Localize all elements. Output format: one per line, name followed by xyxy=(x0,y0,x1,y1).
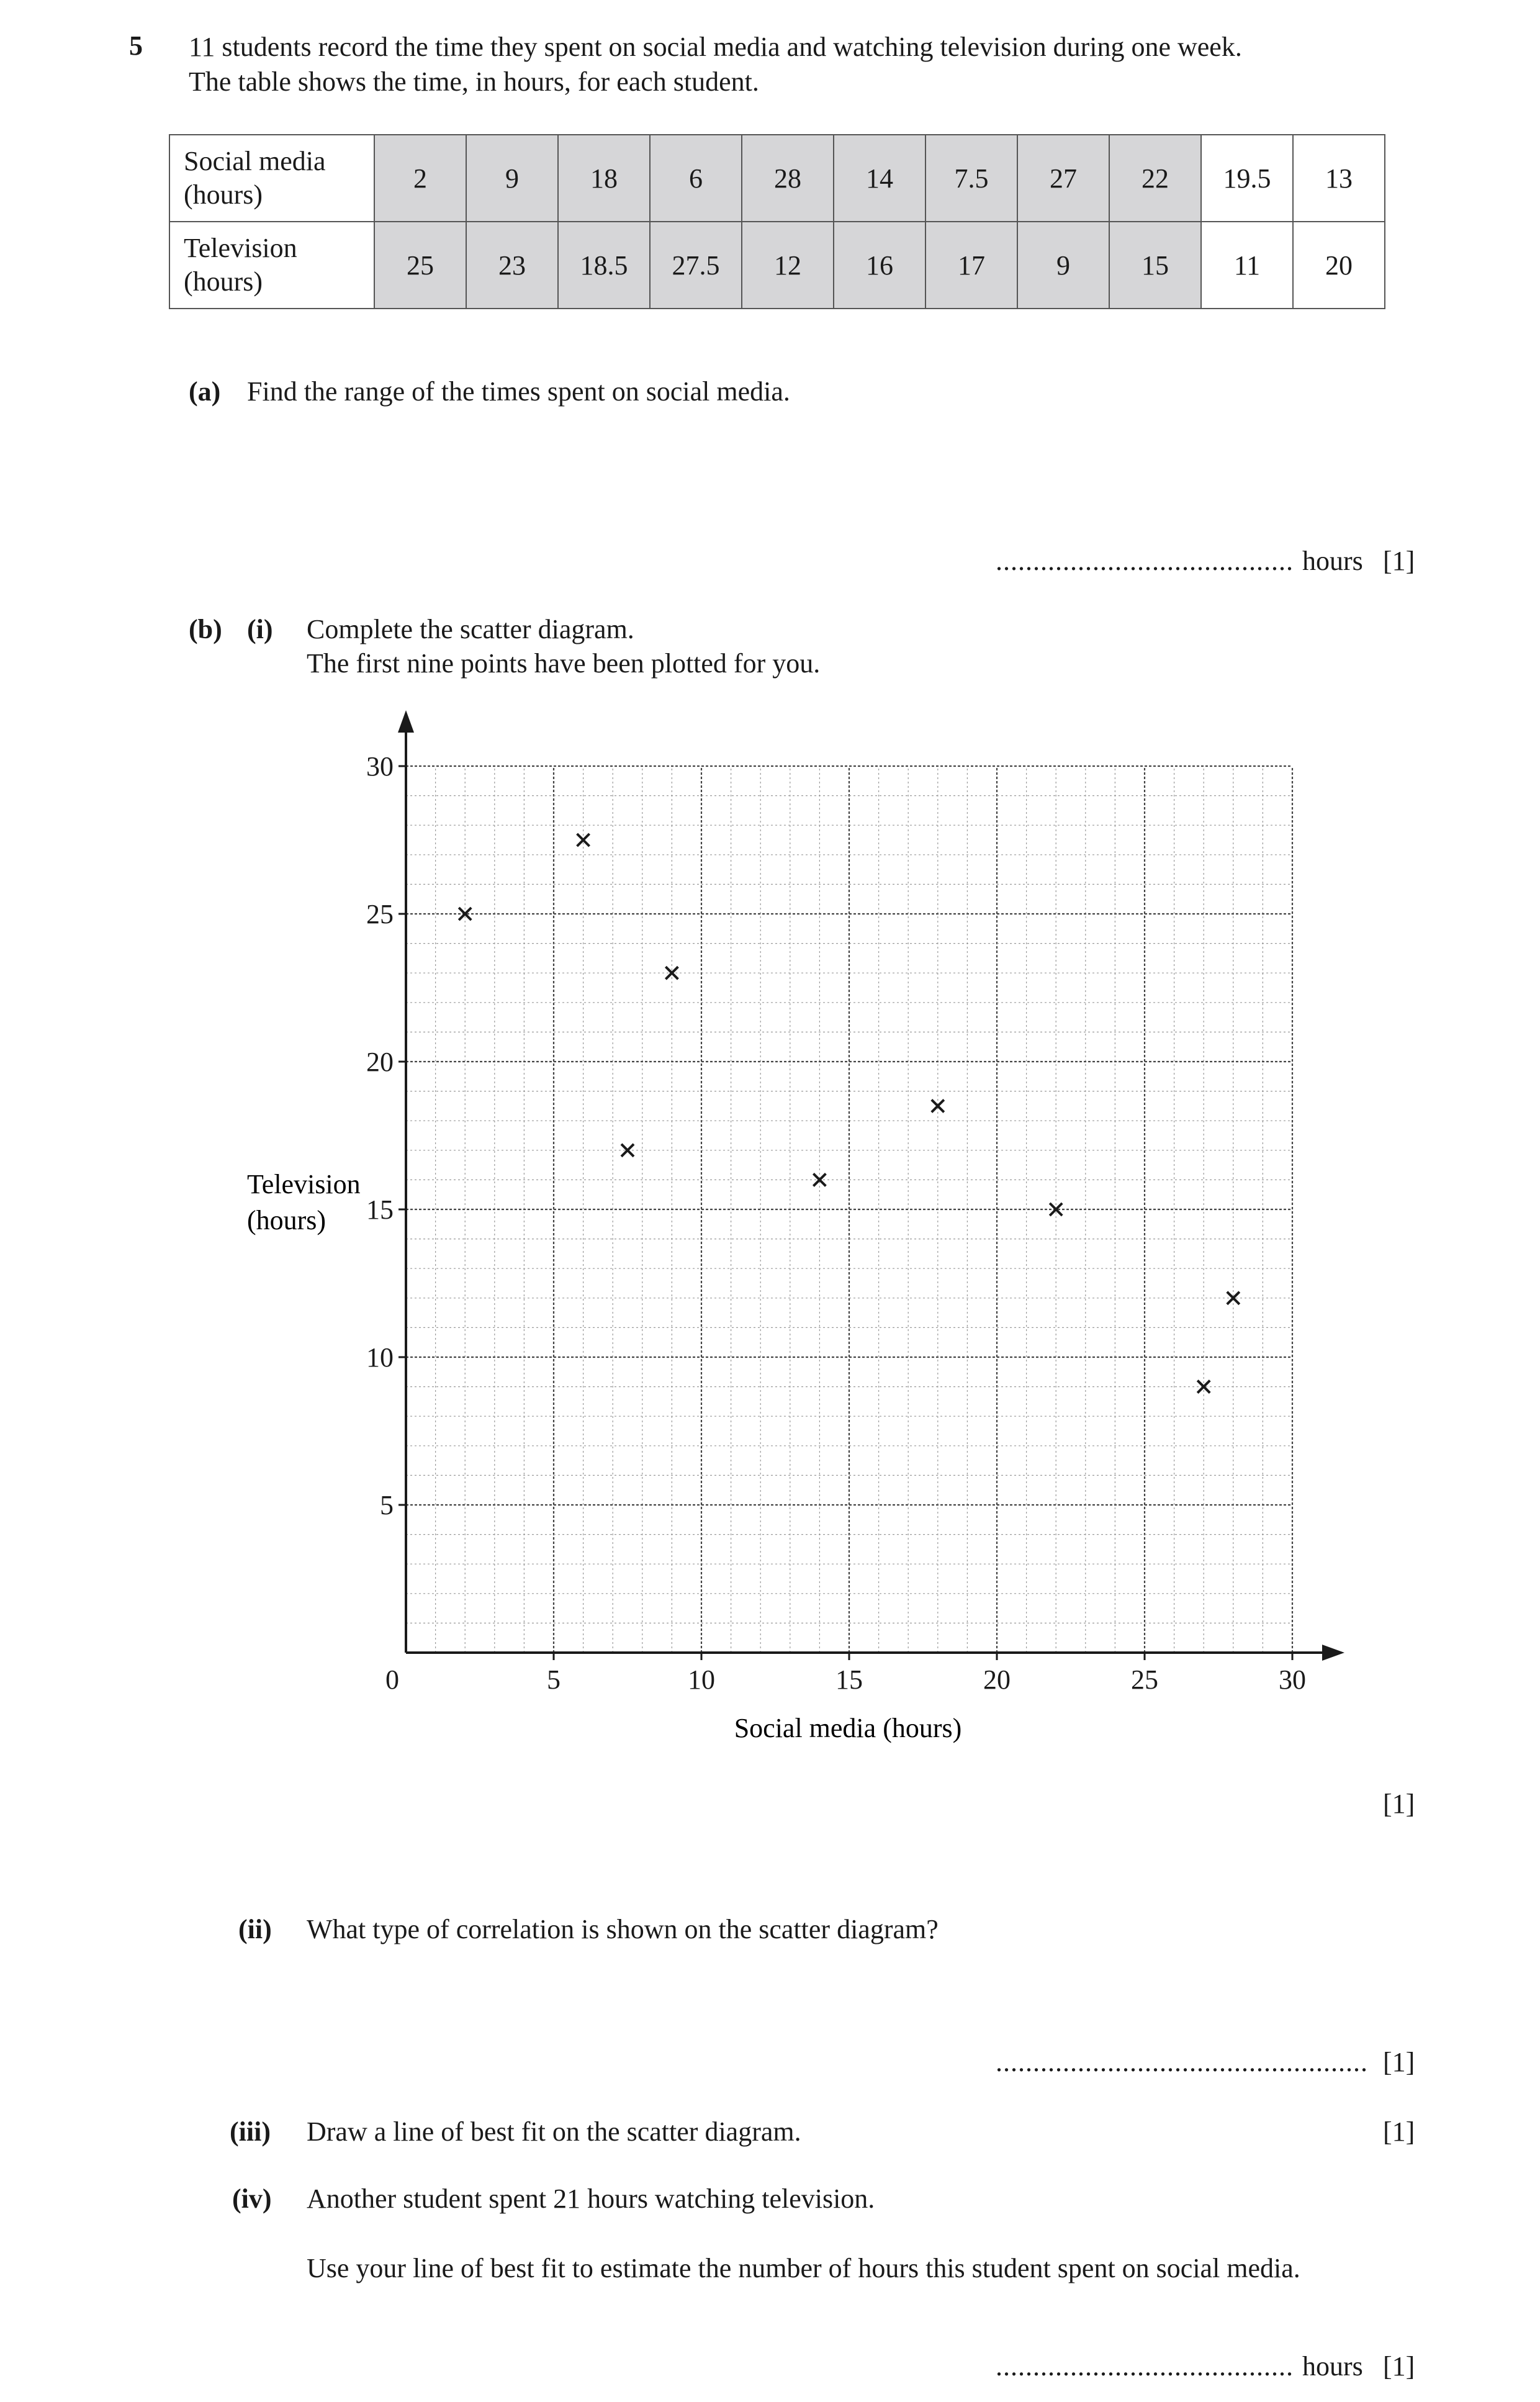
table-cell: 28 xyxy=(742,135,834,222)
x-axis-label: Social media (hours) xyxy=(734,1713,962,1743)
y-tick-label: 10 xyxy=(366,1342,394,1373)
part-b-i-marks: [1] xyxy=(1383,1789,1415,1819)
part-a-unit: hours xyxy=(1302,546,1363,576)
question-intro xyxy=(189,30,1242,99)
intro-line-1: 11 students record the time they spent on social media and watching television during one week. xyxy=(189,32,1242,62)
part-b-i-line-2: The first nine points have been plotted for you. xyxy=(307,648,821,679)
table-cell: 27.5 xyxy=(650,222,742,309)
part-a-answer-field[interactable]: ........................................ xyxy=(996,546,1294,576)
y-axis-arrow-icon xyxy=(398,710,414,733)
part-b-iv-unit: hours xyxy=(1302,2351,1363,2382)
part-b-iv-label: (iv) xyxy=(232,2183,272,2214)
table-cell: 7.5 xyxy=(925,135,1017,222)
table-cell: 19.5 xyxy=(1201,135,1293,222)
data-table xyxy=(169,134,1385,309)
x-tick-label: 0 xyxy=(385,1664,399,1695)
table-cell: 14 xyxy=(834,135,925,222)
part-a-label: (a) xyxy=(189,376,221,407)
data-point xyxy=(932,1099,944,1112)
table-cell: 15 xyxy=(1109,222,1201,309)
part-b-iv-text-2: Use your line of best fit to estimate the number of hours this student spent on social media. xyxy=(307,2253,1300,2283)
x-tick-label: 15 xyxy=(835,1664,863,1695)
table-cell: 6 xyxy=(650,135,742,222)
part-b-iv-text: Another student spent 21 hours watching television. xyxy=(307,2183,875,2214)
axis-labels xyxy=(247,1169,961,1743)
row-header xyxy=(169,135,374,222)
tick-labels xyxy=(366,751,1306,1695)
part-b-iii-marks: [1] xyxy=(1383,2116,1415,2147)
part-b-ii-label: (ii) xyxy=(238,1914,272,1944)
y-tick-label: 15 xyxy=(366,1194,394,1225)
part-b-ii-marks: [1] xyxy=(1383,2047,1415,2077)
table-cell: 22 xyxy=(1109,135,1201,222)
x-tick-label: 20 xyxy=(983,1664,1011,1695)
table-cell: 18 xyxy=(558,135,650,222)
x-tick-label: 25 xyxy=(1131,1664,1158,1695)
y-tick-label: 30 xyxy=(366,751,394,782)
part-b-i-line-1: Complete the scatter diagram. xyxy=(307,614,634,644)
table-cell: 18.5 xyxy=(558,222,650,309)
table-cell: 9 xyxy=(466,135,558,222)
part-b-label: (b) xyxy=(189,614,222,644)
x-tick-label: 5 xyxy=(547,1664,561,1695)
x-tick-label: 10 xyxy=(688,1664,715,1695)
y-axis-label-line-1: Television xyxy=(247,1169,361,1199)
row-header-line-1: Television xyxy=(184,233,297,263)
x-axis-arrow-icon xyxy=(1322,1645,1344,1661)
table-cell: 2 xyxy=(374,135,466,222)
part-b-ii-text: What type of correlation is shown on the scatter diagram? xyxy=(307,1914,939,1944)
scatter-diagram[interactable] xyxy=(0,683,1540,1751)
grid xyxy=(406,766,1292,1653)
table-row-television xyxy=(169,222,1385,309)
table-row-social-media xyxy=(169,135,1385,222)
row-header xyxy=(169,222,374,309)
x-tick-label: 30 xyxy=(1279,1664,1306,1695)
table-cell: 13 xyxy=(1293,135,1385,222)
part-a-marks: [1] xyxy=(1383,546,1415,576)
table-cell: 25 xyxy=(374,222,466,309)
table-cell: 9 xyxy=(1017,222,1109,309)
y-tick-label: 20 xyxy=(366,1047,394,1077)
table-cell: 20 xyxy=(1293,222,1385,309)
table-cell: 23 xyxy=(466,222,558,309)
row-header-line-1: Social media xyxy=(184,146,326,176)
part-b-iv-marks: [1] xyxy=(1383,2351,1415,2382)
part-b-iv-answer-field[interactable]: ........................................ xyxy=(996,2351,1294,2382)
table-cell: 27 xyxy=(1017,135,1109,222)
axes xyxy=(398,710,1344,1661)
part-a-text: Find the range of the times spent on social media. xyxy=(247,376,790,407)
table-cell: 12 xyxy=(742,222,834,309)
y-axis-label-line-2: (hours) xyxy=(247,1205,326,1235)
part-b-iii-text: Draw a line of best fit on the scatter diagram. xyxy=(307,2116,801,2147)
intro-line-2: The table shows the time, in hours, for each student. xyxy=(189,66,759,97)
table-cell: 17 xyxy=(925,222,1017,309)
row-header-line-2: (hours) xyxy=(184,266,263,297)
part-b-ii-answer-field[interactable]: .................................................. xyxy=(996,2047,1368,2077)
part-b-i-label: (i) xyxy=(247,614,273,644)
y-tick-label: 25 xyxy=(366,899,394,929)
part-b-iii-label: (iii) xyxy=(230,2116,271,2147)
table-cell: 16 xyxy=(834,222,925,309)
table-cell: 11 xyxy=(1201,222,1293,309)
y-tick-label: 5 xyxy=(380,1490,394,1520)
question-number: 5 xyxy=(129,30,143,61)
row-header-line-2: (hours) xyxy=(184,179,263,210)
